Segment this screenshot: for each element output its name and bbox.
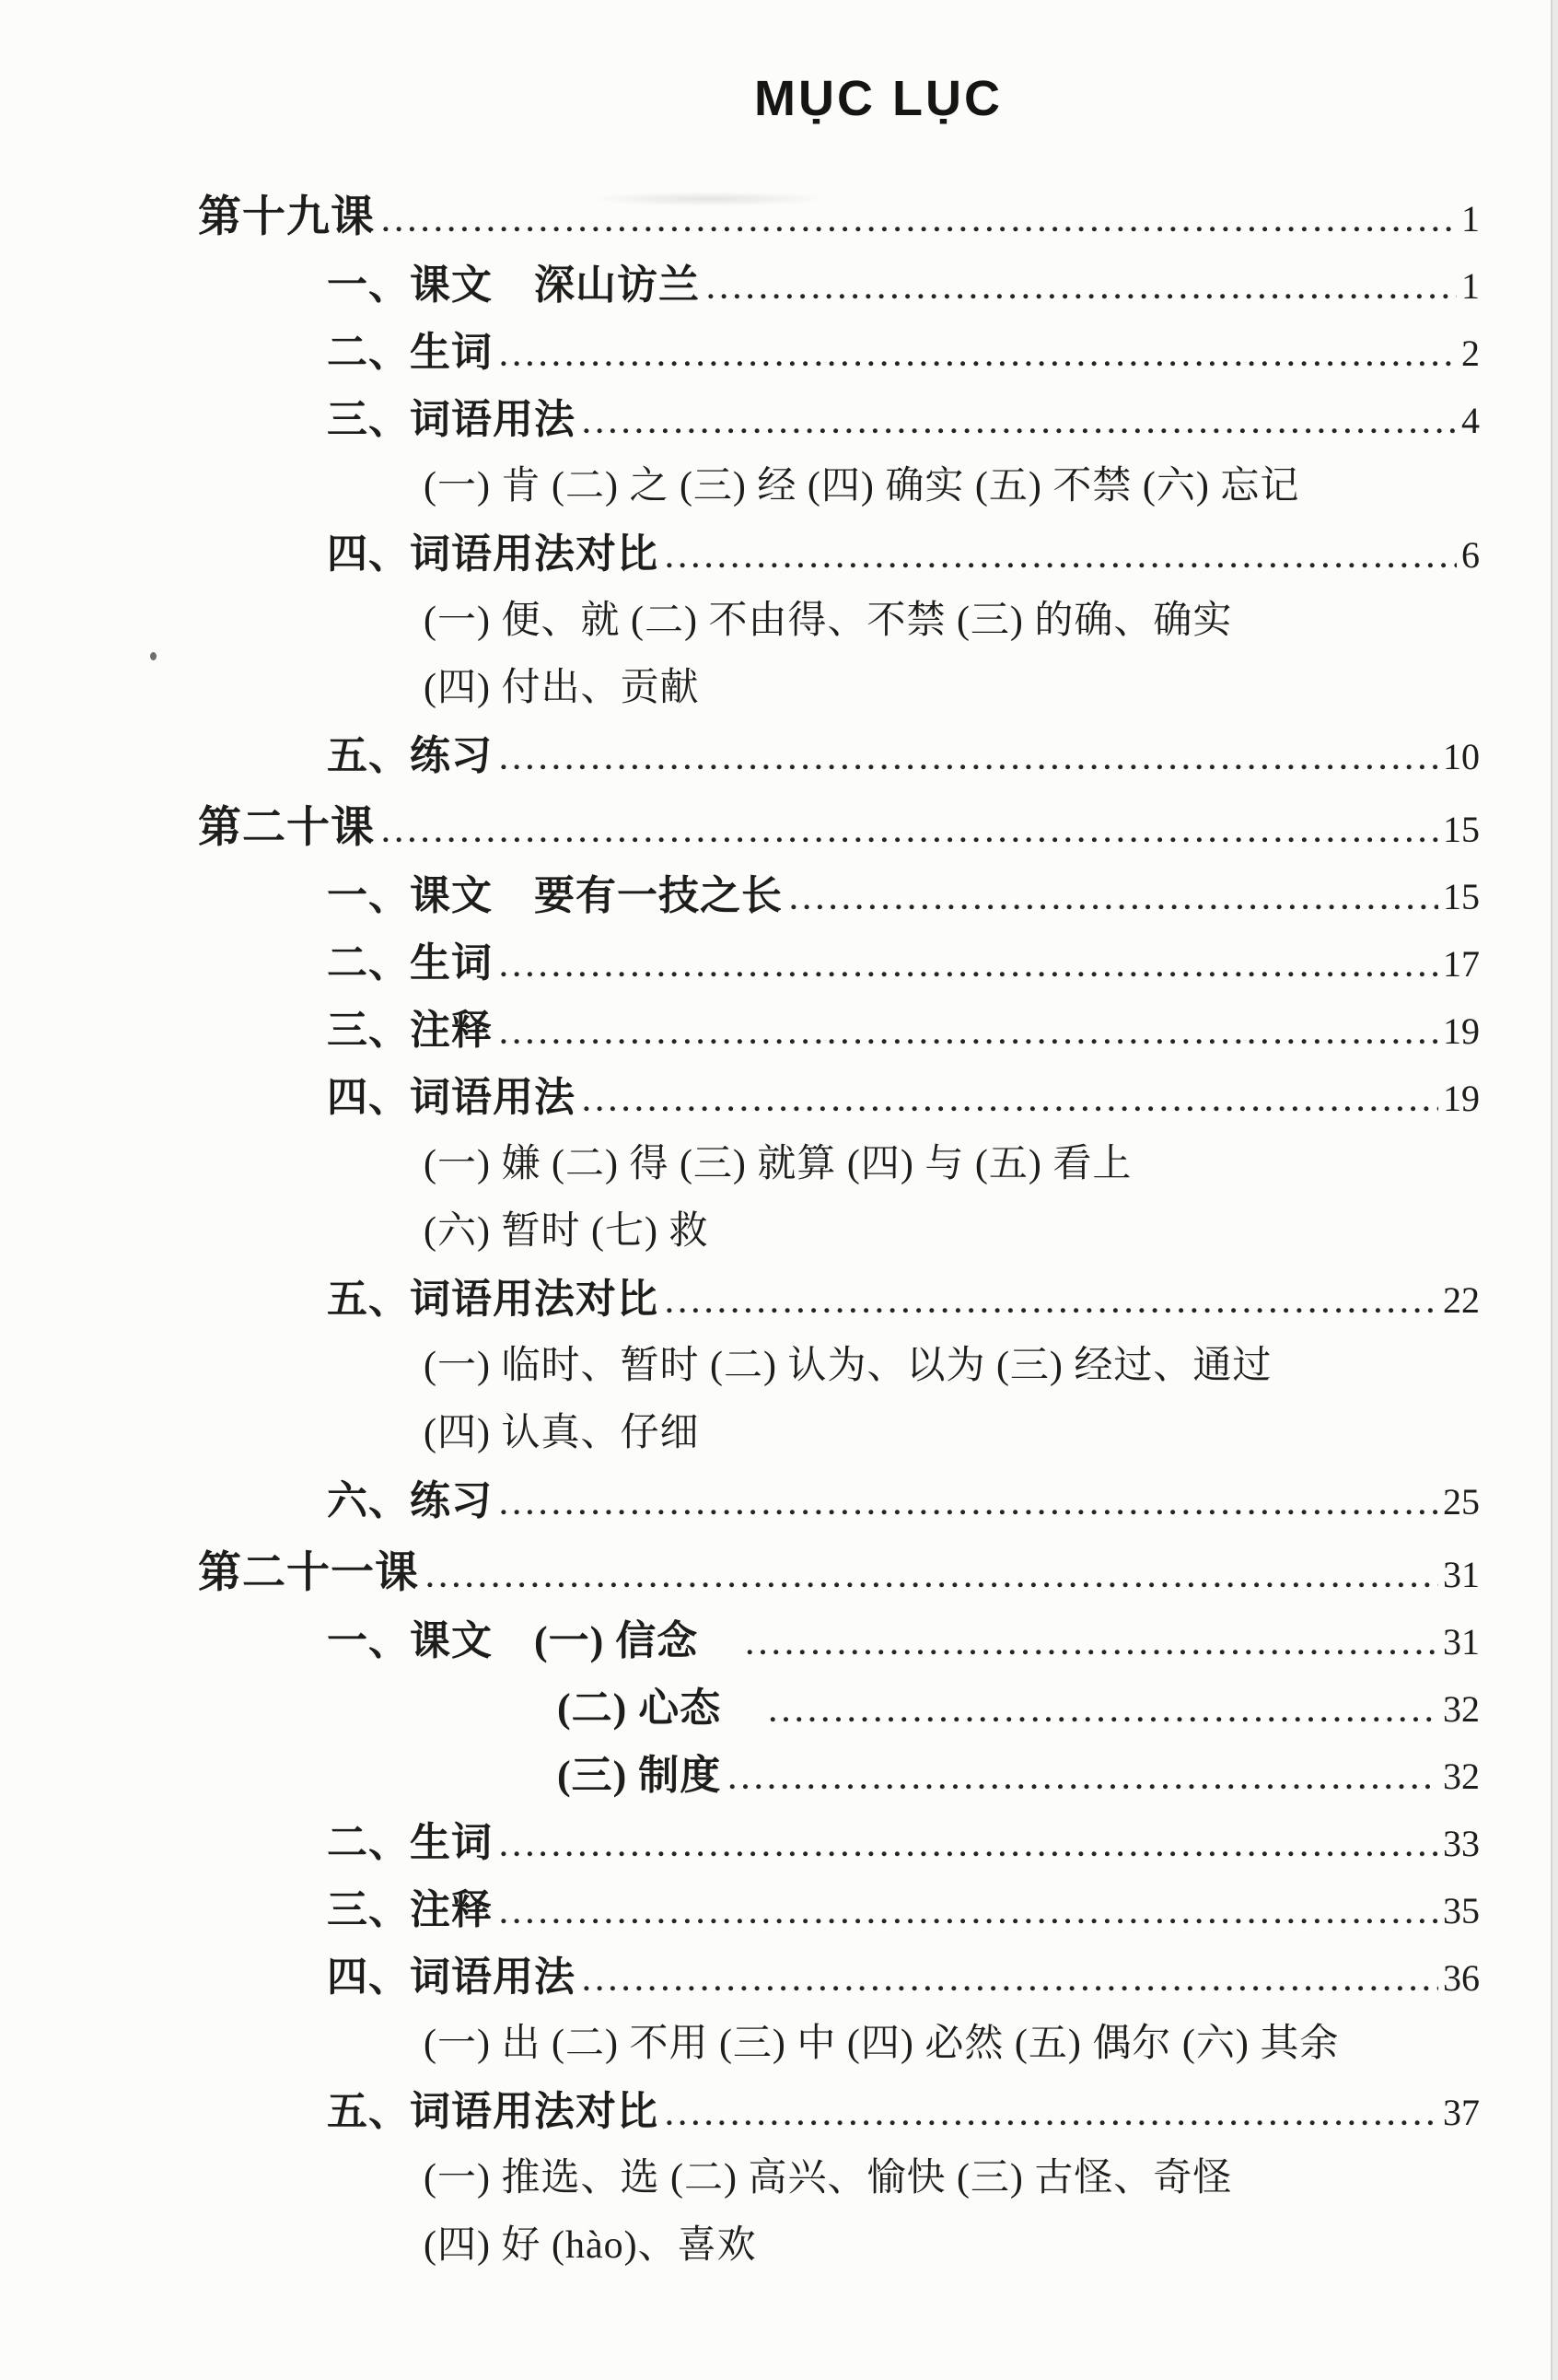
toc-row [198, 1540, 1480, 1607]
entry-page: 15 [1443, 876, 1480, 917]
entry-page: 19 [1443, 1078, 1480, 1119]
entry-page: 10 [1443, 736, 1480, 777]
dot-leader [426, 1544, 1438, 1611]
dot-leader [500, 1471, 1438, 1538]
toc-row [198, 319, 1480, 386]
entry-label: (一) 出 (二) 不用 (三) 中 (四) 必然 (五) 偶尔 (六) 其余 [424, 2023, 1340, 2065]
dot-leader [790, 866, 1438, 933]
dot-leader [666, 2082, 1438, 2149]
dot-leader [769, 1678, 1438, 1745]
entry-label: 二、生词 [327, 940, 493, 986]
toc-row [198, 1131, 1480, 1198]
entry-page: 4 [1461, 400, 1480, 441]
toc-row [198, 2212, 1480, 2280]
entry-label: 一、课文 (一) 信念 [327, 1618, 699, 1663]
dot-leader [666, 1269, 1438, 1336]
toc-row [198, 1607, 1480, 1674]
toc-row [198, 453, 1480, 520]
entry-label: (二) 心态 [557, 1686, 722, 1731]
scan-edge-shadow [1551, 0, 1558, 2380]
entry-page: 35 [1443, 1890, 1480, 1931]
dot-leader [746, 1611, 1438, 1678]
entry-label: (四) 好 (hào)、喜欢 [424, 2224, 757, 2267]
entry-page: 31 [1443, 1554, 1480, 1595]
toc-row [198, 862, 1480, 929]
toc-row [198, 929, 1480, 997]
toc-row [198, 2011, 1480, 2078]
toc-row [198, 1943, 1480, 2011]
toc-row [198, 795, 1480, 862]
toc-row [198, 1674, 1480, 1742]
entry-label: 三、词语用法 [327, 397, 576, 442]
entry-page: 15 [1443, 809, 1480, 850]
entry-label: (一) 嫌 (二) 得 (三) 就算 (四) 与 (五) 看上 [424, 1143, 1133, 1185]
entry-label: 第二十课 [198, 804, 375, 852]
toc-row [198, 1266, 1480, 1333]
dot-leader [707, 255, 1457, 322]
toc-row [198, 251, 1480, 319]
entry-label: 四、词语用法对比 [327, 531, 658, 577]
entry-label: 二、生词 [327, 330, 493, 375]
dot-leader [500, 933, 1438, 1000]
entry-page: 32 [1443, 1688, 1480, 1730]
dot-leader [583, 1068, 1438, 1135]
entry-label: (四) 认真、仔细 [424, 1412, 700, 1454]
entry-page: 6 [1461, 534, 1480, 576]
dot-leader [382, 188, 1457, 255]
entry-page: 36 [1443, 1957, 1480, 1999]
toc-row [198, 1876, 1480, 1943]
toc-row [198, 1809, 1480, 1876]
dot-leader [500, 322, 1457, 390]
entry-label: (四) 付出、贡献 [424, 667, 700, 709]
dot-leader [583, 1947, 1438, 2014]
toc-row [198, 1742, 1480, 1809]
toc-row [198, 520, 1480, 588]
entry-page: 33 [1443, 1823, 1480, 1864]
toc-row [198, 184, 1480, 251]
entry-label: (六) 暂时 (七) 救 [424, 1210, 709, 1253]
toc-row [198, 386, 1480, 453]
toc-row [198, 1333, 1480, 1400]
dot-leader [500, 1880, 1438, 1947]
toc-row [198, 588, 1480, 655]
entry-label: (一) 便、就 (二) 不由得、不禁 (三) 的确、确实 [424, 600, 1233, 642]
entry-page: 32 [1443, 1756, 1480, 1797]
entry-label: (一) 肯 (二) 之 (三) 经 (四) 确实 (五) 不禁 (六) 忘记 [424, 465, 1300, 508]
entry-label: 一、课文 深山访兰 [327, 262, 700, 308]
scan-smudge [589, 192, 829, 206]
entry-label: 六、练习 [327, 1478, 493, 1523]
entry-label: 一、课文 要有一技之长 [327, 873, 783, 918]
entry-label: 四、词语用法 [327, 1075, 576, 1120]
page-title: MỤC LỤC [754, 71, 1003, 126]
entry-page: 22 [1443, 1279, 1480, 1321]
entry-page: 17 [1443, 943, 1480, 985]
toc-row [198, 655, 1480, 722]
dot-leader [382, 799, 1438, 866]
entry-page: 1 [1461, 265, 1480, 307]
toc-row [198, 1467, 1480, 1534]
toc-row [198, 722, 1480, 789]
toc-row [198, 2145, 1480, 2212]
entry-label: 第二十一课 [198, 1549, 419, 1597]
dot-leader [500, 1813, 1438, 1880]
scan-artifact-dot [150, 652, 157, 660]
entry-page: 25 [1443, 1481, 1480, 1522]
entry-page: 2 [1461, 332, 1480, 374]
entry-label: (一) 推选、选 (二) 高兴、愉快 (三) 古怪、奇怪 [424, 2157, 1233, 2199]
entry-page: 37 [1443, 2092, 1480, 2133]
dot-leader [728, 1745, 1438, 1813]
entry-label: 五、词语用法对比 [327, 2089, 658, 2134]
toc-row [198, 1198, 1480, 1266]
entry-page: 31 [1443, 1621, 1480, 1662]
entry-label: 三、注释 [327, 1008, 493, 1053]
entry-label: (一) 临时、暂时 (二) 认为、以为 (三) 经过、通过 [424, 1345, 1273, 1387]
toc-row [198, 1400, 1480, 1467]
entry-label: 三、注释 [327, 1887, 493, 1932]
toc-list [0, 184, 1558, 2280]
entry-label: 五、词语用法对比 [327, 1277, 658, 1322]
entry-label: (三) 制度 [557, 1753, 722, 1798]
toc-row [198, 1064, 1480, 1131]
toc-row [198, 2078, 1480, 2145]
entry-label: 四、词语用法 [327, 1954, 576, 2000]
entry-page: 1 [1461, 198, 1480, 239]
dot-leader [500, 1000, 1438, 1068]
toc-row [198, 997, 1480, 1064]
entry-label: 第十九课 [198, 193, 375, 241]
dot-leader [666, 524, 1457, 591]
entry-label: 五、练习 [327, 733, 493, 778]
entry-page: 19 [1443, 1010, 1480, 1052]
dot-leader [583, 390, 1457, 457]
entry-label: 二、生词 [327, 1820, 493, 1865]
dot-leader [500, 726, 1438, 793]
